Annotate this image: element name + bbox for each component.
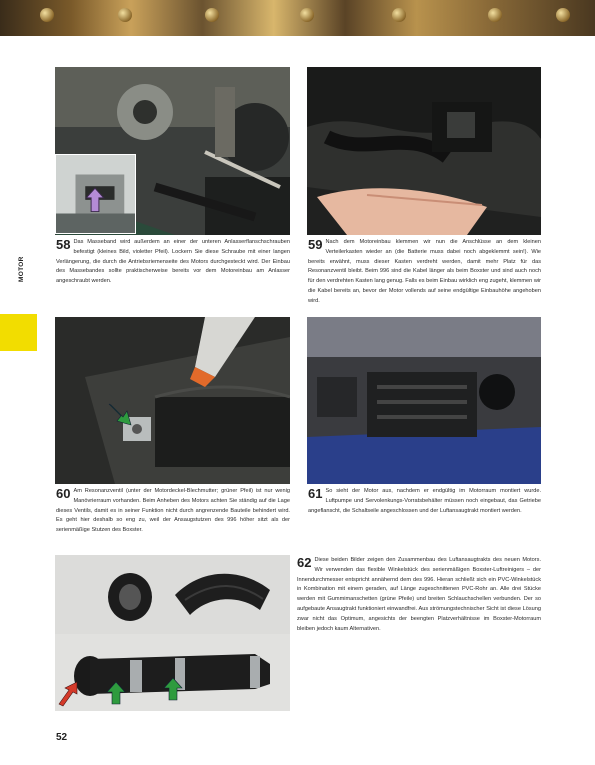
caption-number-61: 61 xyxy=(308,486,323,501)
caption-62 xyxy=(297,556,541,634)
caption-text-62: Diese beiden Bilder zeigen den Zusammenbau des Luftansaugtrakts des neuen Motors. Wir verwenden das flexible Winkelstück des serienmäßigen Boxster-Luftreinigers – der Innendurchmesser entspricht annähernd dem des 996. Hieran schließt sich ein PVC-Winkelstück in Kombination mit einem geraden, auf Länge zugeschnittenen PVC-Rohr an. Alle drei Stücke werden mit Gummimanschetten (grüne Pfeile) und breiten Schlauchschellen verbunden. Der so aufgebaute Ansaugtrakt funktioniert einwandfrei. Aus strömungstechnischer Sicht ist diese Lösung zwar nicht das Optimum, angesichts der beengten Platzverhältnisse im Boxster-Motorraum bleiben jedoch kaum Alternativen. xyxy=(297,557,541,632)
caption-text-59: Nach dem Motoreinbau klemmen wir nun die Anschlüsse an dem kleinen Verteilerkasten wieder an (die Batterie muss dabei noch abgeklemmt sein!). Wie bereits erwähnt, muss dieser Kasten verdreht werden, damit mehr Platz für das Resonanzventil bleibt. Beim 996 sind die Kabel länger als beim Boxster und sind auch noch für den verdrehten Kasten lang genug. Falls es beim Einbau wirklich eng zugeht, klemmen wir die Kabel bereits an, bevor der Motor vollends auf seine endgültige Einbauhöhe angehoben wird. xyxy=(308,239,541,304)
caption-61 xyxy=(308,487,541,516)
page-number: 52 xyxy=(56,732,68,743)
caption-58 xyxy=(56,238,290,287)
photo-58-inset-ground-strap xyxy=(55,154,136,234)
photo-59-distribution-box xyxy=(307,67,541,235)
caption-text-58: Das Masseband wird außerdem an einer der unteren Anlasserflanschschrauben befestigt (kleines Bild, violetter Pfeil). Lockern Sie diese Schraube mit einer langen Verlängerung, die durch die Antriebsriemenseite des Motors durchgesteckt wird. Der Einbau des Massebandes sollte praktischerweise bereits vor dem Motoreinbau am Anlasser angeschraubt werden. xyxy=(56,239,290,285)
caption-60 xyxy=(56,487,290,536)
caption-59 xyxy=(308,238,541,307)
photo-62-intake-assembled xyxy=(55,634,290,711)
caption-number-62: 62 xyxy=(297,555,312,570)
caption-number-60: 60 xyxy=(56,486,71,501)
photo-61-engine-installed xyxy=(307,317,541,484)
section-label: MOTOR xyxy=(18,256,25,282)
caption-text-61: So sieht der Motor aus, nachdem er endgültig im Motorraum montiert wurde. Luftpumpe und Servolenkungs-Vorratsbehälter müssen noch eingebaut, das Getriebe angeflanscht, die Schaltseile angeschlossen und der Luftansaugtrakt montiert werden. xyxy=(308,488,541,514)
caption-number-59: 59 xyxy=(308,237,323,252)
top-banner-photo xyxy=(0,0,595,36)
photo-62-intake-parts xyxy=(55,555,290,634)
section-color-tab xyxy=(0,314,37,351)
photo-60-resonance-valve xyxy=(55,317,290,484)
caption-text-60: Am Resonanzventil (unter der Motordeckel-Blechmutter; grüner Pfeil) ist nur wenig Manövrierraum vorhanden. Beim Anheben des Motors achten Sie ständig auf die Lage dieses Ventils, damit es in seiner Funktion nicht durch angrenzende Bauteile behindert wird. Es geht hier deshalb so eng zu, weil der Ansaugstutzen des 996 höher sitzt als der serienmäßige Stutzen des Boxster. xyxy=(56,488,290,534)
caption-number-58: 58 xyxy=(56,237,71,252)
